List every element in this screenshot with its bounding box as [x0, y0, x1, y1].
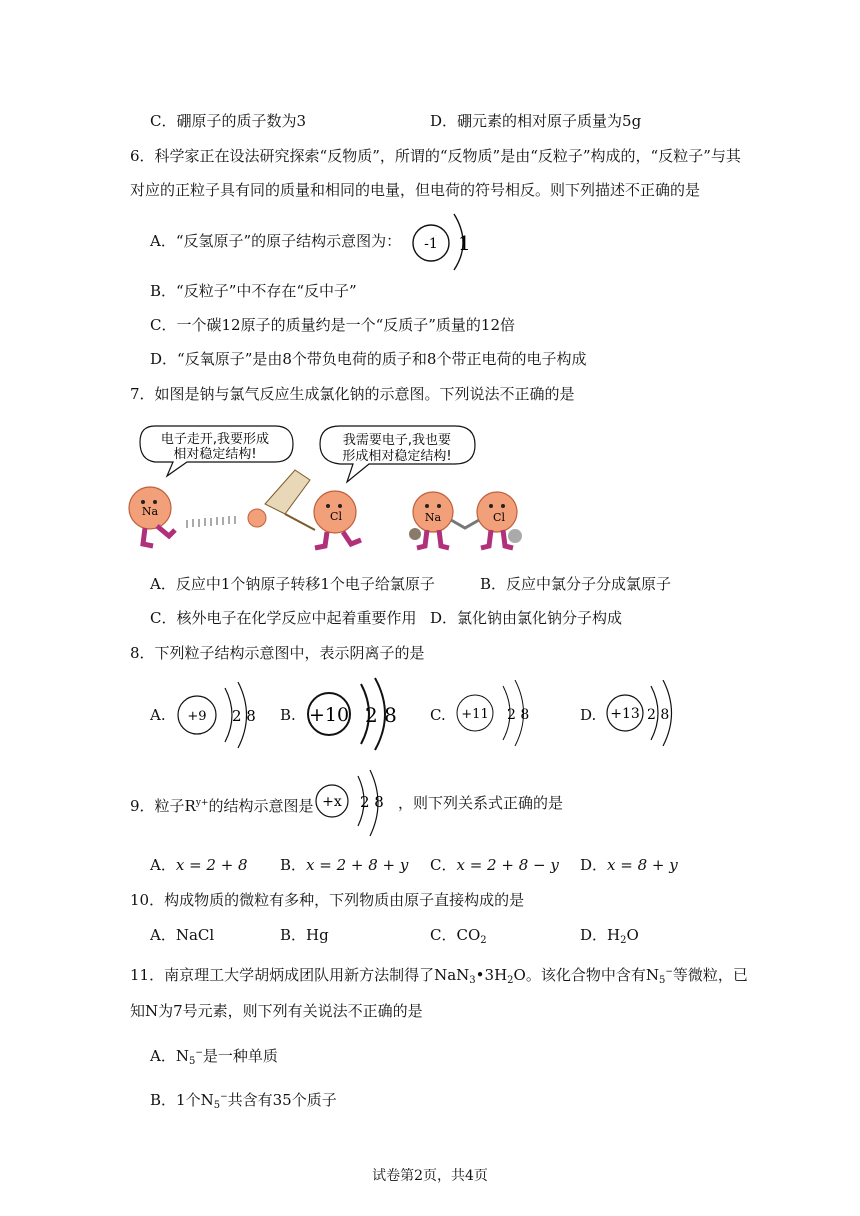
- q10-option-a: A．NaCl: [150, 926, 215, 944]
- q9-atom-diagram: [314, 768, 394, 838]
- svg-text:+11: +11: [461, 707, 489, 722]
- q7-option-b: B．反应中氯分子分成氯原子: [480, 575, 672, 593]
- q6-option-d: D．“反氧原子”是由8个带负电荷的质子和8个带正电荷的电子构成: [150, 350, 587, 368]
- q8-option-b-diagram: [305, 676, 405, 752]
- q9-option-d: D．x = 8 + y: [580, 856, 678, 874]
- nacl-pair: [409, 492, 522, 548]
- q8-stem: 8．下列粒子结构示意图中，表示阴离子的是: [130, 644, 425, 662]
- svg-text:2 8: 2 8: [360, 793, 384, 811]
- svg-text:+13: +13: [610, 706, 640, 722]
- q8-option-c-diagram: [455, 680, 545, 750]
- butterfly-net: [265, 470, 310, 514]
- q7-stem: 7．如图是钠与氯气反应生成氯化钠的示意图。下列说法不正确的是: [130, 385, 575, 403]
- q9-option-c: C．x = 2 + 8 − y: [430, 856, 559, 874]
- bubble-1-line2: 相对稳定结构!: [173, 447, 257, 462]
- q9-stem: 9．粒子$R^{y+}$的结构示意图是: [130, 797, 314, 815]
- q8-option-b-label: B.: [280, 706, 296, 724]
- q11-option-a: A．$N_5^-$是一种单质: [150, 1047, 278, 1067]
- q8-option-d-diagram: [603, 680, 693, 750]
- q8-option-d-label: D.: [580, 706, 597, 724]
- svg-text:2 8: 2 8: [647, 707, 670, 723]
- q8-option-c-label: C.: [430, 706, 446, 724]
- bubble-1-line1: 电子走开,我要形成: [160, 432, 270, 447]
- na-character: [129, 487, 175, 546]
- svg-text:2 8: 2 8: [232, 707, 256, 725]
- q9-stem-end: ，则下列关系式正确的是: [398, 794, 564, 812]
- svg-text:Na: Na: [424, 511, 442, 524]
- q11-stem-line2: 知N为7号元素，则下列有关说法不正确的是: [130, 1002, 423, 1020]
- q10-stem: 10．构成物质的微粒有多种，下列物质由原子直接构成的是: [130, 891, 525, 909]
- page-footer: 试卷第2页，共4页: [372, 1168, 488, 1184]
- q5-option-c: C．硼原子的质子数为3: [150, 112, 307, 130]
- q8-option-a-diagram: [175, 680, 265, 750]
- q6-nucleus-label: -1: [424, 236, 438, 252]
- na-label: Na: [141, 505, 159, 518]
- q7-reaction-illustration: [125, 420, 545, 560]
- svg-text:Cl: Cl: [493, 511, 505, 524]
- bubble-2-line2: 形成相对稳定结构!: [342, 449, 452, 464]
- q10-option-b: B．Hg: [280, 926, 329, 944]
- q6-option-c: C．一个碳12原子的质量约是一个“反质子”质量的12倍: [150, 316, 515, 334]
- q6-option-a: A．“反氢原子”的原子结构示意图为：: [150, 232, 402, 250]
- svg-text:2 8: 2 8: [507, 707, 530, 723]
- svg-text:2 8: 2 8: [365, 703, 397, 727]
- electron-trail: [187, 516, 235, 528]
- q6-stem-line2: 对应的正粒子具有同的质量和相同的电量，但电荷的符号相反。则下列描述不正确的是: [130, 181, 701, 199]
- q6-option-b: B．“反粒子”中不存在“反中子”: [150, 282, 357, 300]
- q5-option-d: D．硼元素的相对原子质量为5g: [430, 112, 642, 130]
- q6-shell-count: 1: [458, 231, 471, 255]
- cl-character: [314, 491, 361, 548]
- q7-option-d: D．氯化钠由氯化钠分子构成: [430, 609, 623, 627]
- q9-option-b: B．x = 2 + 8 + y: [280, 856, 409, 874]
- q7-option-a: A．反应中1个钠原子转移1个电子给氯原子: [150, 575, 435, 593]
- electron-character: [248, 509, 266, 527]
- svg-text:+x: +x: [322, 794, 342, 810]
- svg-text:Cl: Cl: [330, 510, 342, 523]
- q10-option-d: D．$H_2O$: [580, 926, 639, 946]
- svg-text:+9: +9: [187, 709, 207, 724]
- q6-stem-line1: 6．科学家正在设法研究探索“反物质”，所谓的“反物质”是由“反粒子”构成的，“反粒子”与其: [130, 147, 741, 165]
- q8-option-a-label: A.: [150, 706, 166, 724]
- q10-option-c: C．$CO_2$: [430, 926, 487, 946]
- svg-text:+10: +10: [308, 704, 350, 726]
- q9-option-a: A．x = 2 + 8: [150, 856, 248, 874]
- bubble-2-line1: 我需要电子,我也要: [342, 433, 452, 448]
- q11-option-b: B．1个$N_5^-$共含有35个质子: [150, 1091, 337, 1111]
- q11-stem-line1: 11．南京理工大学胡炳成团队用新方法制得了$NaN_3•3H_2O$。该化合物中含有$N_5^-$等微粒，已: [130, 966, 748, 986]
- q7-option-c: C．核外电子在化学反应中起着重要作用: [150, 609, 417, 627]
- q6-atom-diagram: [408, 208, 474, 274]
